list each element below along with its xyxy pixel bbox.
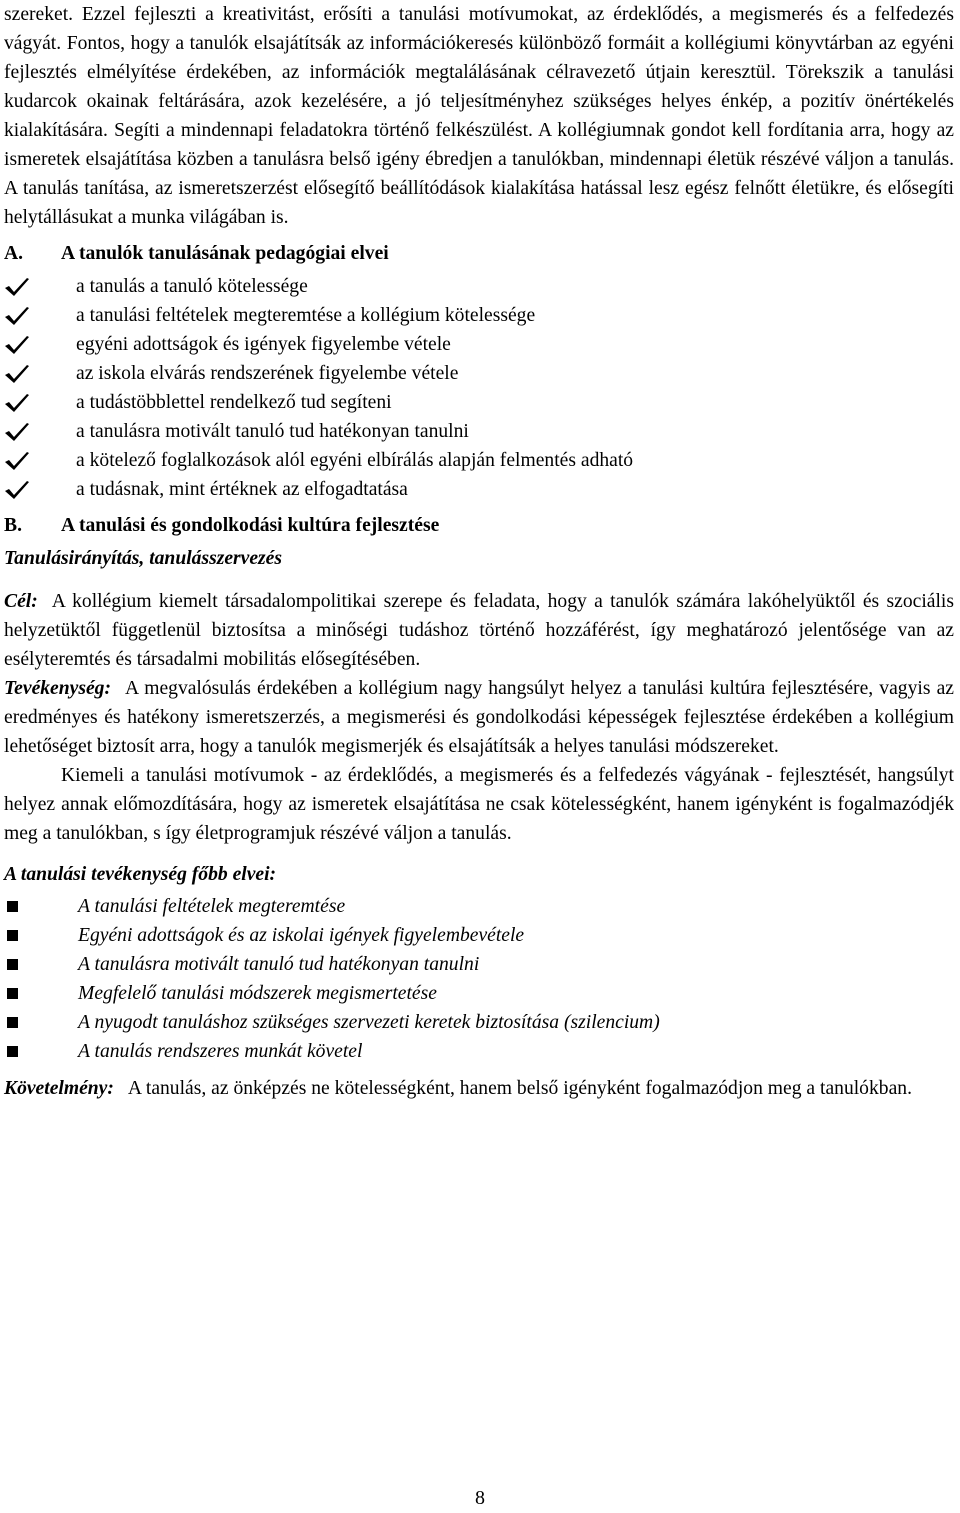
section-b-subtitle: Tanulásirányítás, tanulásszervezés (4, 548, 283, 569)
square-bullet-icon (7, 988, 18, 999)
principles-heading: A tanulási tevékenység főbb elvei: (4, 864, 277, 885)
square-bullet-icon (7, 901, 18, 912)
list-item: Egyéni adottságok és az iskolai igények figyelembevétele (4, 921, 954, 950)
check-icon (4, 364, 30, 384)
list-item: A tanulási feltételek megteremtése (4, 892, 954, 921)
square-bullet-icon (7, 959, 18, 970)
requirement-paragraph (4, 1074, 954, 1103)
principles-list (4, 892, 954, 1066)
list-item: A nyugodt tanuláshoz szükséges szervezeti keretek biztosítása (szilencium) (4, 1008, 954, 1037)
activity-label: Tevékenység: (4, 678, 111, 699)
goal-text: A kollégium kiemelt társadalompolitikai szerepe és feladata, hogy a tanulók számára lakóhelyüktől és szociális helyzetüktől függetlenül biztosítsa a minőségi tudáshoz történő hozzáférést, így meghatározó jelentősége van az esélyteremtés és társadalmi mobilitás elősegítésében. (4, 591, 954, 670)
emphasis-paragraph: Kiemeli a tanulási motívumok - az érdeklődés, a megismerés és a felfedezés vágyának - fejlesztését, hangsúlyt helyez annak előmozdítására, hogy az ismeretek elsajátítása ne csak kötelességként, hanem igényként is fogalmazódjék meg a tanulókban, s így életprogramjuk részévé váljon a tanulás. (4, 765, 954, 844)
requirement-text: A tanulás, az önképzés ne kötelességként, hanem belső igényként fogalmazódjon meg a tanulókban. (127, 1078, 912, 1099)
activity-paragraph (4, 674, 954, 761)
check-icon (4, 306, 30, 326)
page-number: 8 (475, 1487, 485, 1509)
square-bullet-icon (7, 1017, 18, 1028)
square-bullet-icon (7, 1046, 18, 1057)
square-bullet-icon (7, 930, 18, 941)
check-icon (4, 393, 30, 413)
section-b-title: A tanulási és gondolkodási kultúra fejlesztése (61, 515, 440, 536)
section-a-letter: A. (4, 243, 24, 264)
list-item: egyéni adottságok és igények figyelembe vétele (4, 330, 954, 359)
goal-label: Cél: (4, 591, 38, 612)
list-item: a kötelező foglalkozások alól egyéni elbírálás alapján felmentés adható (4, 446, 954, 475)
check-icon (4, 422, 30, 442)
requirement-label: Követelmény: (4, 1078, 114, 1099)
section-b-letter: B. (4, 515, 22, 536)
intro-paragraph: szereket. Ezzel fejleszti a kreativitást, erősíti a tanulási motívumokat, az érdeklődés, a megismerés és a felfedezés vágyát. Fontos, hogy a tanulók elsajátítsák az információkeresés különböző formáit a kollégiumi könyvtárban az egyéni fejlesztés elmélyítése érdekében, az információk megtalálásának célravezető útjain keresztül. Törekszik a tanulási kudarcok okainak feltárására, azok kezelésére, a jó teljesítményhez szükséges helyes énkép, a pozitív önértékelés kialakítására. Segíti a mindennapi feladatokra történő felkészülést. A kollégiumnak gondot kell fordítania arra, hogy az ismeretek elsajátítása közben a tanulásra belső igény ébredjen a tanulókban, mindennapi életük részévé váljon a tanulás. A tanulás tanítása, az ismeretszerzést elősegítő beállítódások kialakítása hatással lesz egész felnőtt életükre, és elősegíti helytállásukat a munka világában is. (4, 4, 954, 228)
check-icon (4, 335, 30, 355)
list-item: a tanulásra motivált tanuló tud hatékonyan tanulni (4, 417, 954, 446)
document-page (4, 0, 954, 1103)
list-item: A tanulás rendszeres munkát követel (4, 1037, 954, 1066)
section-b-heading (4, 510, 954, 542)
list-item: a tudásnak, mint értéknek az elfogadtatása (4, 475, 954, 504)
section-a-heading (4, 238, 954, 270)
list-item: Megfelelő tanulási módszerek megismertetése (4, 979, 954, 1008)
list-item: a tanulási feltételek megteremtése a kollégium kötelessége (4, 301, 954, 330)
list-item: A tanulásra motivált tanuló tud hatékonyan tanulni (4, 950, 954, 979)
check-icon (4, 451, 30, 471)
activity-text: A megvalósulás érdekében a kollégium nagy hangsúlyt helyez a tanulási kultúra fejlesztésére, vagyis az eredményes és hatékony ismeretszerzés, a megismerési és gondolkodási képességek fejlesztése érdekében a kollégium lehetőséget biztosít arra, hogy a tanulók megismerjék és elsajátítsák a helyes tanulási módszereket. (4, 678, 954, 757)
list-item: a tudástöbblettel rendelkező tud segíteni (4, 388, 954, 417)
section-a-title: A tanulók tanulásának pedagógiai elvei (61, 243, 389, 264)
list-item: az iskola elvárás rendszerének figyelembe vétele (4, 359, 954, 388)
check-icon (4, 277, 30, 297)
goal-paragraph (4, 587, 954, 674)
list-item: a tanulás a tanuló kötelessége (4, 272, 954, 301)
section-a-checklist (4, 272, 954, 504)
check-icon (4, 480, 30, 500)
